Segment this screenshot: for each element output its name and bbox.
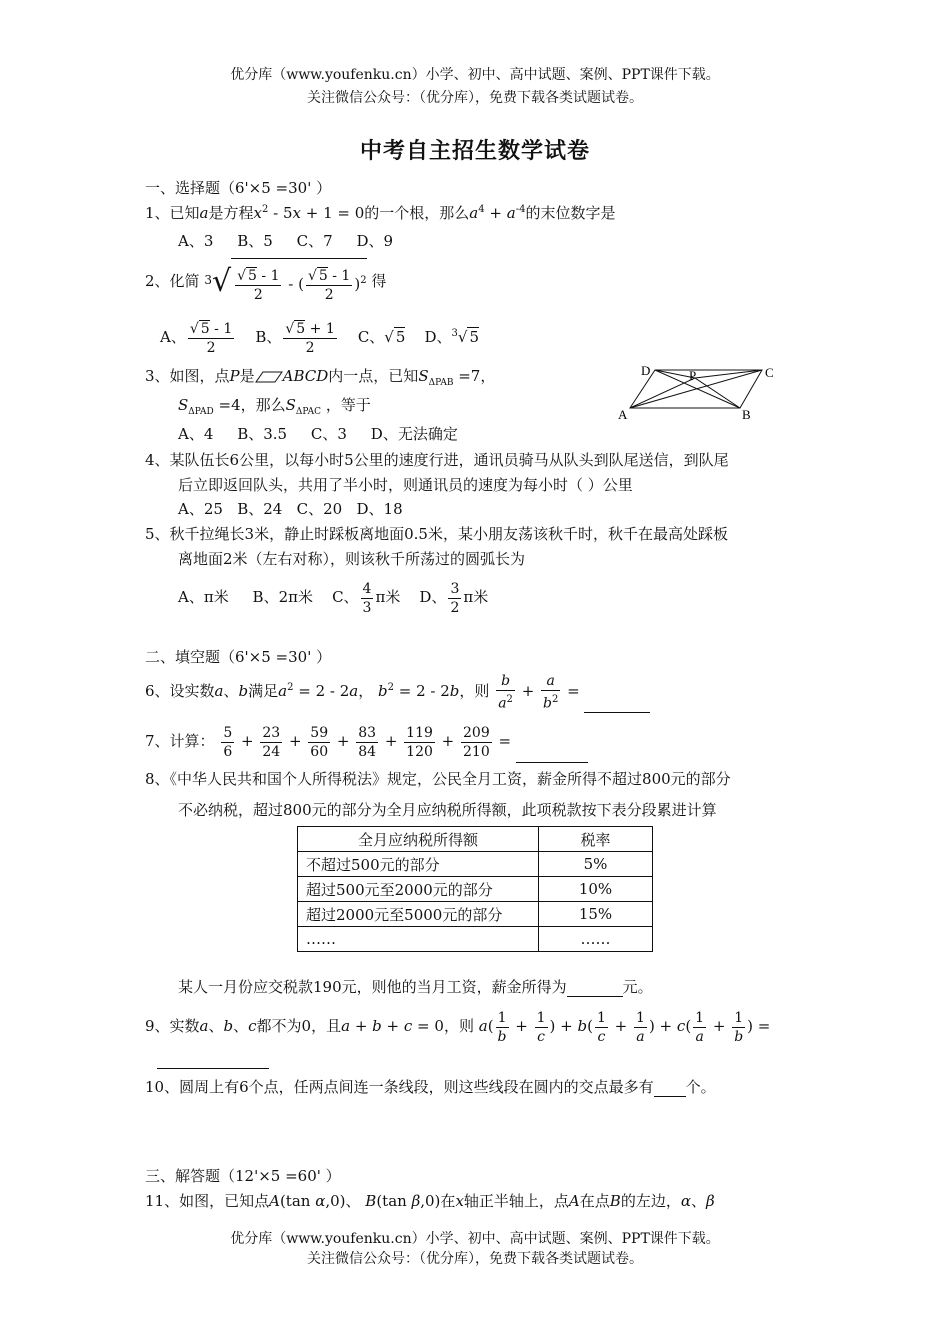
table-cell: 5% [539,852,653,877]
segment-pc [695,370,762,378]
question-1: 1、已知a是方程$x^2 - 5x + 1 = 0$的一个根，那么$a^4 + a^{-4}$的末位数字是 [145,204,616,222]
question-8-line-1: 8、《中华人民共和国个人所得税法》规定，公民全月工资，薪金所得不超过800元的部分 [145,770,731,788]
question-5-line-1: 5、秋千拉绳长3米，静止时踩板离地面0.5米，某小朋友荡该秋千时，秋千在最高处踩板 [145,525,728,543]
fraction-3: $\frac{59}{60}$ [310,724,329,760]
answer-blank-10[interactable] [654,1096,686,1097]
tax-rate-table [297,826,653,952]
question-3-line-2: $S_{\Delta PAD} =4$，那么$S_{\Delta PAC}$ ，等于 [178,396,371,417]
table-cell: …… [298,927,539,952]
answer-blank-9[interactable] [157,1052,269,1069]
parallelogram-icon [255,371,283,383]
fraction-5: $\frac{119}{120}$ [406,724,433,760]
question-8-line-2: 不必纳税，超过800元的部分为全月应纳税所得额，此项税款按下表分段累进计算 [178,801,717,819]
question-5-line-2: 离地面2米（左右对称），则该秋千所荡过的圆弧长为 [178,550,526,568]
section-fill-heading: 二、填空题（6'×5 =30' ） [145,648,332,666]
question-10: 10、圆周上有6个点，任两点间连一条线段，则这些线段在圆内的交点最多有 个。 [145,1078,716,1096]
question-1-options: A、3 B、5 C、7 D、9 [178,232,394,250]
question-3-line-1: 3、如图，点P是 ABCD内一点，已知$S_{\Delta PAB} =7$， [145,367,496,388]
section-solve-heading: 三、解答题（12'×5 =60' ） [145,1167,341,1185]
table-cell: 不超过500元的部分 [298,852,539,877]
table-header-cell: 全月应纳税所得额 [298,827,539,852]
table-row [298,852,653,877]
label-a: A [618,407,628,422]
question-4-line-1: 4、某队伍长6公里，以每小时5公里的速度行进，通讯员骑马从队头到队尾送信，到队尾 [145,451,729,469]
table-cell: 超过2000元至5000元的部分 [298,902,539,927]
fraction-1: $\frac{5}{6}$ [223,724,233,760]
page-header-line-1: 优分库（www.youfenku.cn）小学、初中、高中试题、案例、PPT课件下载。 [230,67,720,83]
question-7: 7、计算： $\frac{5}{6}$ + $\frac{23}{24}$ + $\frac{59}{60}$ + $\frac{83}{84}$ + $\frac{119}{120}$ + $\frac{209}{210}$ = [145,719,588,763]
question-2: 2、化简 $^3$√ $\frac{√ 5 - 1}{2}$ - ( $\frac{√ 5 - 1}{2}$ )$^2$ 得 [145,258,386,306]
answer-blank-6[interactable] [584,712,650,713]
section-choice-heading: 一、选择题（6'×5 =30' ） [145,179,332,197]
question-5-options: A、π米 B、2π米 C、 $\frac{4}{3}$ π米 D、 $\frac{3}{2}$ π米 [178,580,489,616]
exam-title: 中考自主招生数学试卷 [359,138,590,164]
question-9: 9、实数a、b、c都不为0，且a + b + c = 0，则 a( $\frac{1}{b}$ + $\frac{1}{c}$ ) + b( $\frac{1}{c}$ + $\frac{1}{a}$ ) + c( $\frac{1}{a}$ + $\frac{1}{b}$ ) = [145,1009,771,1045]
table-cell: 超过500元至2000元的部分 [298,877,539,902]
question-11: 11、如图，已知点A(tan α,0)、 B(tan β,0)在x轴正半轴上，点A在点B的左边，α、β [145,1192,715,1210]
answer-blank-7[interactable] [516,762,588,763]
answer-blank-8[interactable] [567,996,623,997]
question-4-line-2: 后立即返回队头，共用了半小时，则通讯员的速度为每小时（ ）公里 [178,476,633,494]
question-6: 6、设实数a、b满足$a^2 = 2 - 2a$， $b^2 = 2 - 2b$，则 $\frac{b}{a^2}$ + $\frac{a}{b^2}$ = [145,666,650,713]
question-8-line-3: 某人一月份应交税款190元，则他的当月工资，薪金所得为 元。 [178,978,653,996]
page-header-line-2: 关注微信公众号：（优分库），免费下载各类试题试卷。 [307,90,643,106]
fraction-2: $\frac{23}{24}$ [262,724,281,760]
label-p: P [689,368,697,383]
table-header-row [298,827,653,852]
table-cell: …… [539,927,653,952]
table-header-cell: 税率 [539,827,653,852]
label-b: B [742,407,751,422]
fraction-6: $\frac{209}{210}$ [463,724,490,760]
fraction-4: $\frac{83}{84}$ [358,724,377,760]
question-2-options: A、 $\frac{√ 5 - 1}{2}$ B、 $\frac{√ 5 + 1}{2}$ C、√ 5 D、$^3$√ 5 [160,320,479,356]
table-cell: 15% [539,902,653,927]
table-row [298,902,653,927]
question-3-options: A、4 B、3.5 C、3 D、无法确定 [178,425,458,443]
page-footer-line-1: 优分库（www.youfenku.cn）小学、初中、高中试题、案例、PPT课件下载。 [230,1231,720,1247]
label-c: C [765,365,774,380]
label-d: D [641,363,651,378]
table-row [298,877,653,902]
table-cell: 10% [539,877,653,902]
question-4-options: A、25 B、24 C、20 D、18 [178,500,403,518]
table-row [298,927,653,952]
parallelogram-figure [615,360,785,422]
page-footer-line-2: 关注微信公众号：（优分库），免费下载各类试题试卷。 [307,1251,643,1267]
